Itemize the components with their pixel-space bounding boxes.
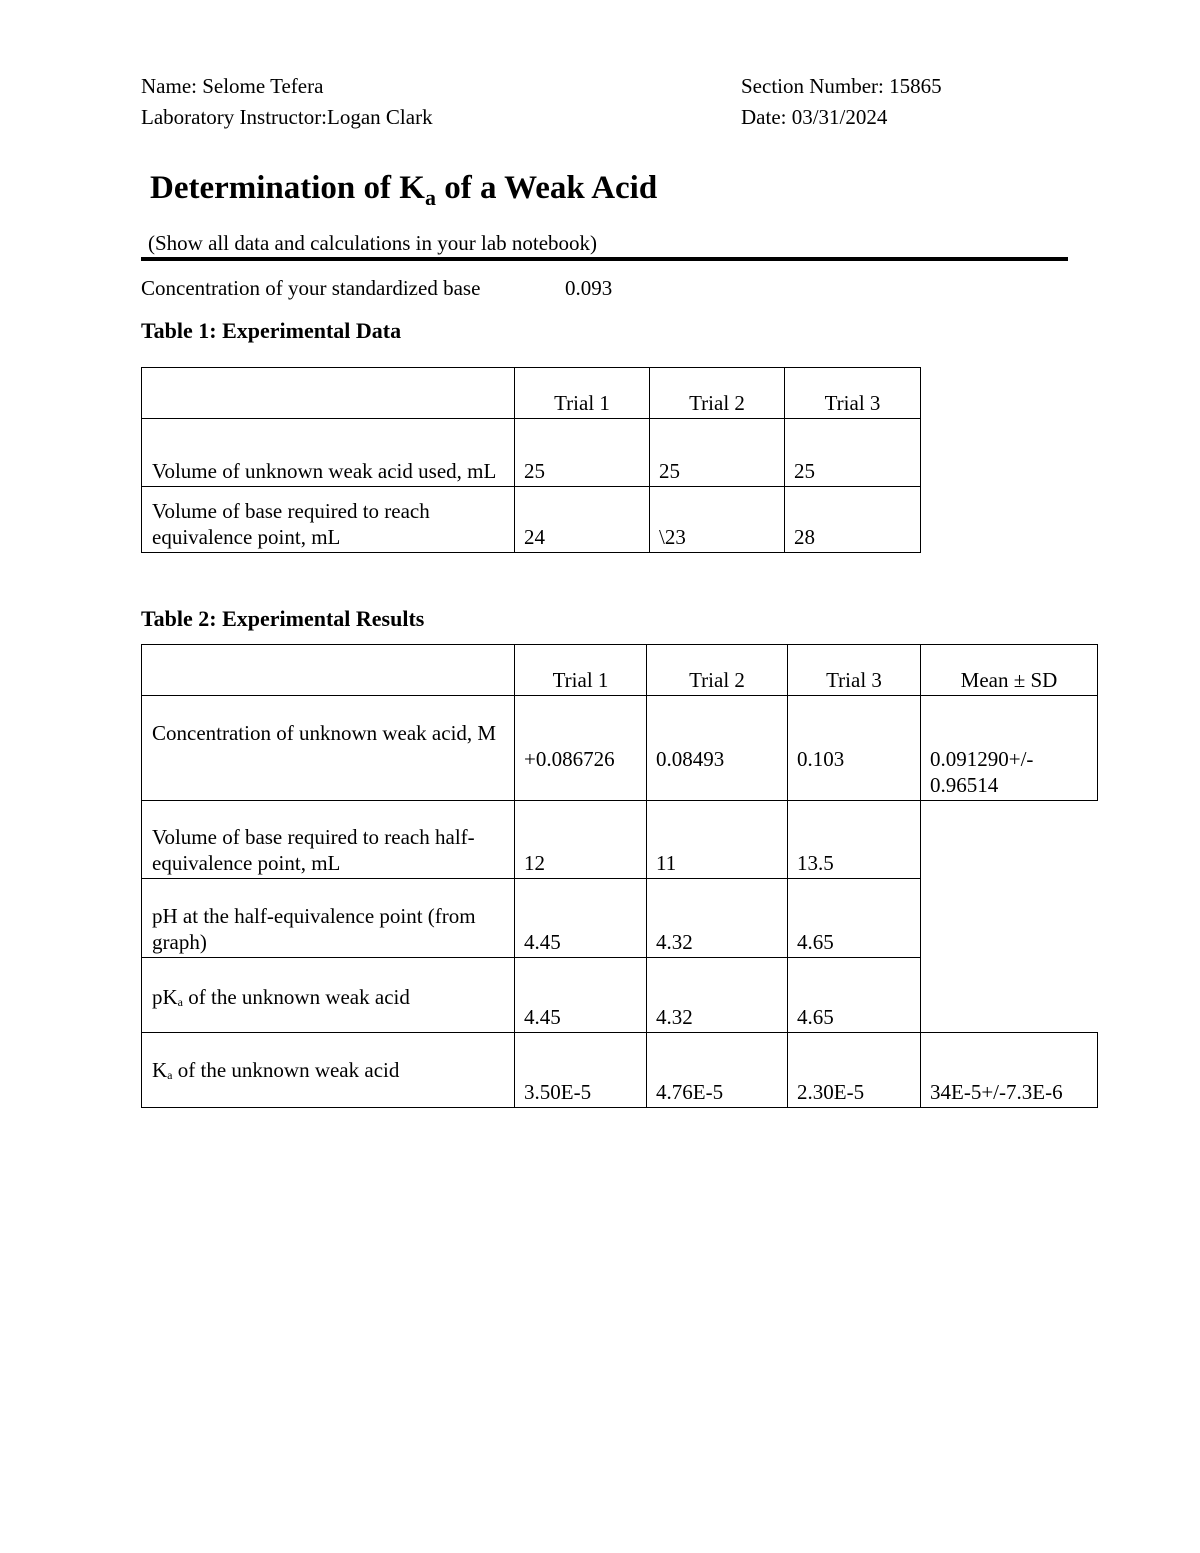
lab-instructor: Laboratory Instructor:Logan Clark bbox=[141, 105, 433, 129]
table1-cell: 25 bbox=[785, 419, 921, 487]
page-title bbox=[150, 170, 657, 211]
table2-cell: 3.50E-5 bbox=[515, 1033, 647, 1108]
base-concentration-label: Concentration of your standardized base bbox=[141, 276, 481, 300]
table2-empty-mean-cell bbox=[921, 801, 1098, 1033]
table1-title: Table 1: Experimental Data bbox=[141, 318, 402, 343]
table2-row-label: pKa of the unknown weak acid bbox=[142, 958, 515, 1033]
table2-row-label: Volume of base required to reach half-equivalence point, mL bbox=[142, 801, 515, 879]
table-row bbox=[142, 696, 1098, 801]
table2-cell: +0.086726 bbox=[515, 696, 647, 801]
table2-mean-cell: 0.091290+/- 0.96514 bbox=[921, 696, 1098, 801]
table1-cell: 25 bbox=[650, 419, 785, 487]
table-row bbox=[142, 419, 921, 487]
student-name: Name: Selome Tefera bbox=[141, 74, 324, 98]
table2-title: Table 2: Experimental Results bbox=[141, 606, 425, 631]
table-row bbox=[142, 487, 921, 553]
table1-cell: 25 bbox=[515, 419, 650, 487]
table1-header-trial-2: Trial 2 bbox=[650, 368, 785, 419]
table2-header-trial-1: Trial 1 bbox=[515, 645, 647, 696]
table2-row-label: Concentration of unknown weak acid, M bbox=[142, 696, 515, 801]
report-date: Date: 03/31/2024 bbox=[741, 105, 888, 129]
table2-cell: 4.32 bbox=[647, 958, 788, 1033]
table2-cell: 0.103 bbox=[788, 696, 921, 801]
title-subscript: a bbox=[424, 185, 436, 210]
table-row bbox=[142, 801, 1098, 879]
table-row bbox=[142, 1033, 1098, 1108]
table2-header-mean-sd: Mean ± SD bbox=[921, 645, 1098, 696]
title-text-before: Determination of K bbox=[150, 170, 425, 206]
table1-cell: 28 bbox=[785, 487, 921, 553]
table2-corner-cell bbox=[142, 645, 515, 696]
table2-header-row bbox=[142, 645, 1098, 696]
table2-cell: 2.30E-5 bbox=[788, 1033, 921, 1108]
base-concentration-value: 0.093 bbox=[565, 276, 613, 300]
table2-cell: 0.08493 bbox=[647, 696, 788, 801]
title-text-after: of a Weak Acid bbox=[435, 170, 658, 206]
table2-row-label: pH at the half-equivalence point (from graph) bbox=[142, 879, 515, 958]
table2-header-trial-2: Trial 2 bbox=[647, 645, 788, 696]
experimental-data-table bbox=[141, 367, 921, 553]
table1-row-label: Volume of base required to reach equivalence point, mL bbox=[142, 487, 515, 553]
table1-row-label: Volume of unknown weak acid used, mL bbox=[142, 419, 515, 487]
table1-header-trial-3: Trial 3 bbox=[785, 368, 921, 419]
table2-cell: 13.5 bbox=[788, 801, 921, 879]
table2-header-trial-3: Trial 3 bbox=[788, 645, 921, 696]
table2-mean-cell: 34E-5+/-7.3E-6 bbox=[921, 1033, 1098, 1108]
table2-cell: 4.65 bbox=[788, 958, 921, 1033]
table1-cell: \23 bbox=[650, 487, 785, 553]
table2-cell: 4.45 bbox=[515, 879, 647, 958]
table2-cell: 4.45 bbox=[515, 958, 647, 1033]
section-number: Section Number: 15865 bbox=[741, 74, 942, 98]
table2-row-label: Ka of the unknown weak acid bbox=[142, 1033, 515, 1108]
instruction-note: (Show all data and calculations in your lab notebook) bbox=[148, 231, 598, 255]
experimental-results-table bbox=[141, 644, 1098, 1108]
table1-corner-cell bbox=[142, 368, 515, 419]
table2-cell: 4.65 bbox=[788, 879, 921, 958]
table2-cell: 11 bbox=[647, 801, 788, 879]
table1-header-trial-1: Trial 1 bbox=[515, 368, 650, 419]
table1-cell: 24 bbox=[515, 487, 650, 553]
table2-cell: 4.32 bbox=[647, 879, 788, 958]
table1-header-row bbox=[142, 368, 921, 419]
table2-cell: 4.76E-5 bbox=[647, 1033, 788, 1108]
table2-cell: 12 bbox=[515, 801, 647, 879]
title-divider bbox=[141, 257, 1068, 261]
